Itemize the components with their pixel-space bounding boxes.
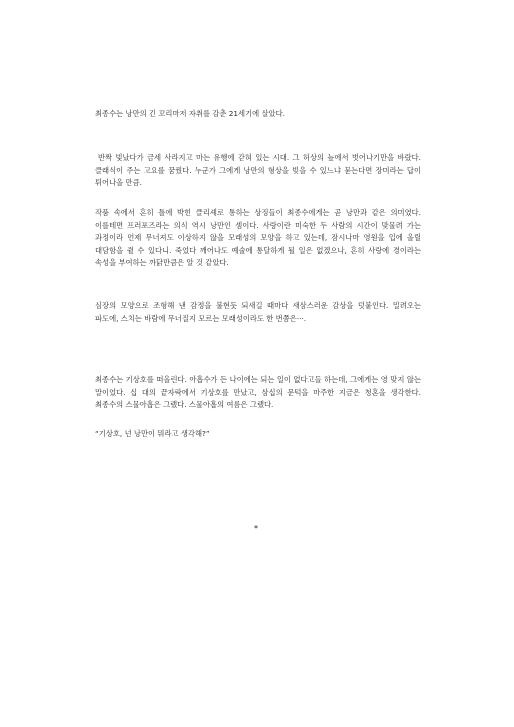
paragraph-3: 작품 속에서 흔히 틀에 박힌 클리셰로 통하는 상징들이 최종수에게는 곧 낭만과 같은 의미였다. 이를테면 프러포즈라는 의식 역시 낭만인 셈이다. 사랑이란 미숙한 두 사람의 시간이 맞물려 가는 과정이라 언제 무너져도 이상하지 않을 모래성의 모양을 하고 있는데, 잠시나마 영원을 입에 올릴 대담함을 쥘 수 있다니. 죽었다 깨어나도 예술에 통달하게 될 일은 없겠으나, 흔히 사랑에 경이라는 속성을 부여하는 까닭만큼은 알 것 같았다. [95,208,421,267]
paragraph-2: 반짝 빛났다가 금세 사라지고 마는 유행에 갇혀 있는 시대. 그 허상의 늪에서 벗어나기만을 바랐다. 클래식이 주는 고요를 꿈꿨다. 누군가 그에게 낭만의 형상을 빚을 수 있느냐 묻는다면 장미라는 답이 튀어나올 만큼. [95,153,421,187]
paragraph-5: 최종수는 기상호를 떠올린다. 아홉수가 든 나이에는 되는 일이 없다고들 하는데, 그에게는 영 맞지 않는 말이었다. 십 대의 끝자락에서 기상호를 만났고, 삼십의 문턱을 마주한 지금은 청혼을 생각한다. 최종수의 스물아홉은 그랬다. 스물아홉의 여름은 그랬다. [95,375,421,409]
section-separator: * [254,524,258,533]
paragraph-1: 최종수는 낭만의 긴 꼬리마저 자취를 감춘 21세기에 살았다. [95,109,285,118]
dialogue-line: “기상호, 넌 낭만이 뭐라고 생각해?” [95,429,210,438]
paragraph-4: 심장의 모양으로 조형해 낸 감정을 불현듯 되새길 때마다 새삼스러운 감상을 덧붙인다. 밀려오는 파도에, 스치는 바람에 무너질지 모르는 모래성이라도 한 번쯤은···. [95,301,421,323]
